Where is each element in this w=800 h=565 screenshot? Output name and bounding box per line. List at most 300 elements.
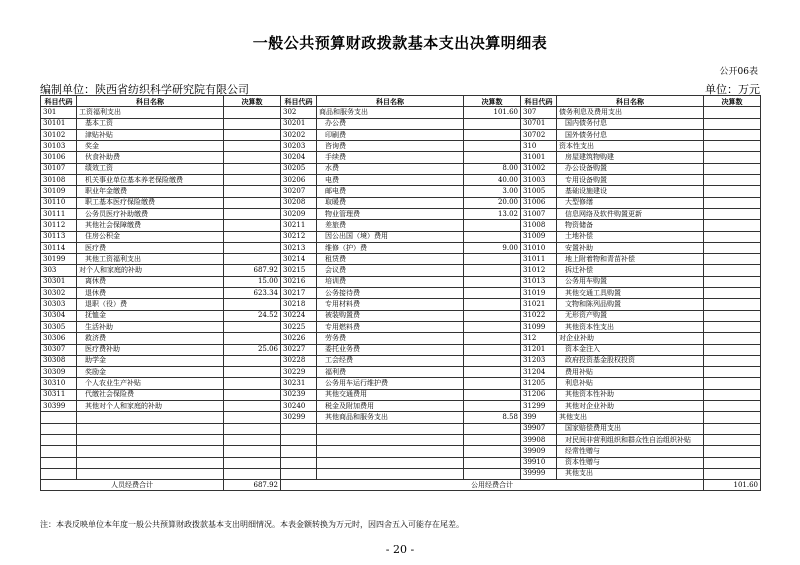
subject-name: 被装购置费 — [317, 310, 464, 321]
table-number: 公开06表 — [719, 67, 758, 77]
subject-code — [41, 446, 77, 457]
subject-name: 其他对个人和家庭的补助 — [77, 401, 224, 412]
amount — [704, 163, 761, 174]
subject-name: 福利费 — [317, 367, 464, 378]
subject-code: 30399 — [41, 401, 77, 412]
subject-name: 税金及附加费用 — [317, 401, 464, 412]
subject-name: 医疗费补助 — [77, 344, 224, 355]
subject-name: 办公费 — [317, 118, 464, 129]
subject-code: 39999 — [521, 468, 557, 479]
subject-code: 30213 — [281, 242, 317, 253]
subject-name — [77, 457, 224, 468]
amount — [224, 389, 281, 400]
subject-code: 30311 — [41, 389, 77, 400]
subject-code: 30702 — [521, 129, 557, 140]
table-row — [41, 129, 761, 140]
table-row — [41, 107, 761, 118]
subject-code: 31007 — [521, 208, 557, 219]
subject-code: 30207 — [281, 186, 317, 197]
subject-name: 办公设备购置 — [557, 163, 704, 174]
amount — [704, 423, 761, 434]
subject-code: 302 — [281, 107, 317, 118]
subject-name: 公务员医疗补助缴费 — [77, 208, 224, 219]
subject-name — [77, 412, 224, 423]
subject-name: 电费 — [317, 175, 464, 186]
table-row — [41, 321, 761, 332]
amount: 20.00 — [464, 197, 521, 208]
amount — [704, 412, 761, 423]
subject-code — [281, 423, 317, 434]
table-row — [41, 468, 761, 479]
subject-name: 资本性支出 — [557, 141, 704, 152]
subject-name — [77, 434, 224, 445]
subject-code: 30216 — [281, 276, 317, 287]
amount: 101.60 — [464, 107, 521, 118]
subject-code: 30108 — [41, 175, 77, 186]
subject-code: 30102 — [41, 129, 77, 140]
table-row — [41, 231, 761, 242]
table-row — [41, 401, 761, 412]
subject-code: 30224 — [281, 310, 317, 321]
subject-code: 31203 — [521, 355, 557, 366]
subject-code: 39908 — [521, 434, 557, 445]
subject-name: 代缴社会保险费 — [77, 389, 224, 400]
amount — [464, 367, 521, 378]
subject-code: 31201 — [521, 344, 557, 355]
table-row — [41, 288, 761, 299]
public-total-label: 公用经费合计 — [281, 480, 704, 491]
amount — [704, 242, 761, 253]
subject-name: 无形资产购置 — [557, 310, 704, 321]
subject-name: 文物和陈列品购置 — [557, 299, 704, 310]
subject-code — [281, 434, 317, 445]
subject-code: 30225 — [281, 321, 317, 332]
subject-name — [317, 423, 464, 434]
subject-name: 其他商品和服务支出 — [317, 412, 464, 423]
amount — [704, 141, 761, 152]
subject-name: 经常性赠与 — [557, 446, 704, 457]
subject-code: 30211 — [281, 220, 317, 231]
subject-code: 301 — [41, 107, 77, 118]
subject-name: 奖励金 — [77, 367, 224, 378]
subject-name: 公务接待费 — [317, 288, 464, 299]
subject-name: 委托业务费 — [317, 344, 464, 355]
subject-code: 30101 — [41, 118, 77, 129]
subject-name: 绩效工资 — [77, 163, 224, 174]
subject-name: 专用材料费 — [317, 299, 464, 310]
subject-code — [281, 468, 317, 479]
subject-name: 退休费 — [77, 288, 224, 299]
header-code: 科目代码 — [41, 96, 77, 107]
subject-code: 30302 — [41, 288, 77, 299]
amount — [704, 446, 761, 457]
subject-code: 30208 — [281, 197, 317, 208]
subject-name: 医疗费 — [77, 242, 224, 253]
amount: 40.00 — [464, 175, 521, 186]
subject-name — [77, 468, 224, 479]
subject-code: 30106 — [41, 152, 77, 163]
table-row — [41, 378, 761, 389]
amount — [464, 265, 521, 276]
header-amount: 决算数 — [224, 96, 281, 107]
amount — [224, 231, 281, 242]
table-row — [41, 220, 761, 231]
subject-code: 31008 — [521, 220, 557, 231]
subject-name: 手续费 — [317, 152, 464, 163]
header-code: 科目代码 — [521, 96, 557, 107]
public-total-value: 101.60 — [704, 480, 761, 491]
subject-code: 310 — [521, 141, 557, 152]
subject-name: 咨询费 — [317, 141, 464, 152]
subject-code: 30701 — [521, 118, 557, 129]
subject-code: 399 — [521, 412, 557, 423]
table-row — [41, 208, 761, 219]
subject-name: 对企业补助 — [557, 333, 704, 344]
subject-code: 39907 — [521, 423, 557, 434]
subject-code: 30299 — [281, 412, 317, 423]
amount — [224, 107, 281, 118]
personnel-total-value: 687.92 — [224, 480, 281, 491]
subject-name: 生活补助 — [77, 321, 224, 332]
subject-name — [77, 446, 224, 457]
subject-code: 31205 — [521, 378, 557, 389]
amount — [704, 208, 761, 219]
subject-code: 30307 — [41, 344, 77, 355]
amount: 15.00 — [224, 276, 281, 287]
subject-name: 安置补助 — [557, 242, 704, 253]
subject-code: 31022 — [521, 310, 557, 321]
subject-name: 债务利息及费用支出 — [557, 107, 704, 118]
subject-code: 31010 — [521, 242, 557, 253]
subject-code: 30204 — [281, 152, 317, 163]
subject-code: 30229 — [281, 367, 317, 378]
amount — [704, 254, 761, 265]
table-row — [41, 344, 761, 355]
amount — [704, 299, 761, 310]
subject-name: 专用燃料费 — [317, 321, 464, 332]
amount — [224, 401, 281, 412]
subject-name: 职业年金缴费 — [77, 186, 224, 197]
subject-code: 31009 — [521, 231, 557, 242]
subject-code: 30217 — [281, 288, 317, 299]
amount — [224, 434, 281, 445]
amount: 623.34 — [224, 288, 281, 299]
header-name: 科目名称 — [77, 96, 224, 107]
amount — [704, 321, 761, 332]
amount: 687.92 — [224, 265, 281, 276]
subject-name: 因公出国（境）费用 — [317, 231, 464, 242]
amount — [464, 141, 521, 152]
page-title: 一般公共预算财政拨款基本支出决算明细表 — [252, 34, 548, 52]
subject-code: 30226 — [281, 333, 317, 344]
subject-name: 劳务费 — [317, 333, 464, 344]
subject-name: 国家赔偿费用支出 — [557, 423, 704, 434]
amount — [464, 423, 521, 434]
subject-code — [41, 423, 77, 434]
amount: 8.00 — [464, 163, 521, 174]
subject-name: 其他交通费用 — [317, 389, 464, 400]
amount — [464, 446, 521, 457]
subject-code: 30306 — [41, 333, 77, 344]
subject-name: 其他交通工具购置 — [557, 288, 704, 299]
amount — [224, 321, 281, 332]
subject-name: 物业管理费 — [317, 208, 464, 219]
amount — [464, 288, 521, 299]
amount — [704, 457, 761, 468]
subject-name: 地上附着物和青苗补偿 — [557, 254, 704, 265]
table-row — [41, 152, 761, 163]
subject-code: 30111 — [41, 208, 77, 219]
subject-code: 30209 — [281, 208, 317, 219]
subject-code: 312 — [521, 333, 557, 344]
expenditure-table — [40, 95, 761, 491]
subject-name: 政府投资基金股权投资 — [557, 355, 704, 366]
amount — [464, 389, 521, 400]
amount — [464, 220, 521, 231]
amount — [224, 208, 281, 219]
subject-name: 奖金 — [77, 141, 224, 152]
amount — [464, 344, 521, 355]
subject-name: 津贴补贴 — [77, 129, 224, 140]
amount — [704, 231, 761, 242]
amount — [704, 310, 761, 321]
amount — [224, 367, 281, 378]
amount — [704, 389, 761, 400]
subject-name: 基本工资 — [77, 118, 224, 129]
subject-code — [281, 457, 317, 468]
subject-code: 30205 — [281, 163, 317, 174]
amount — [224, 152, 281, 163]
subject-name: 个人农业生产补贴 — [77, 378, 224, 389]
amount — [224, 220, 281, 231]
amount — [224, 141, 281, 152]
amount — [704, 468, 761, 479]
amount — [224, 163, 281, 174]
amount — [704, 265, 761, 276]
table-row — [41, 186, 761, 197]
subject-code: 30305 — [41, 321, 77, 332]
subject-code: 30109 — [41, 186, 77, 197]
amount — [464, 152, 521, 163]
subject-code: 30114 — [41, 242, 77, 253]
table-row — [41, 423, 761, 434]
table-row — [41, 197, 761, 208]
amount — [224, 457, 281, 468]
subject-code: 30228 — [281, 355, 317, 366]
table-row — [41, 299, 761, 310]
amount — [464, 310, 521, 321]
amount — [704, 355, 761, 366]
subject-name: 国内债务付息 — [557, 118, 704, 129]
amount — [704, 367, 761, 378]
subject-name: 租赁费 — [317, 254, 464, 265]
amount — [704, 175, 761, 186]
amount — [704, 118, 761, 129]
subject-name: 其他资本性支出 — [557, 321, 704, 332]
header-amount: 决算数 — [704, 96, 761, 107]
subject-code: 30218 — [281, 299, 317, 310]
amount — [464, 468, 521, 479]
subject-code: 31011 — [521, 254, 557, 265]
subject-name: 公务用车运行维护费 — [317, 378, 464, 389]
subject-name: 邮电费 — [317, 186, 464, 197]
amount — [224, 299, 281, 310]
subject-code: 303 — [41, 265, 77, 276]
amount — [704, 333, 761, 344]
subject-code: 31299 — [521, 401, 557, 412]
amount — [224, 242, 281, 253]
subject-name: 机关事业单位基本养老保险缴费 — [77, 175, 224, 186]
amount — [464, 355, 521, 366]
subject-name — [317, 468, 464, 479]
subject-name: 专用设备购置 — [557, 175, 704, 186]
subject-code — [41, 434, 77, 445]
amount: 25.06 — [224, 344, 281, 355]
amount — [464, 321, 521, 332]
table-row — [41, 333, 761, 344]
subject-code: 30308 — [41, 355, 77, 366]
subject-name: 住房公积金 — [77, 231, 224, 242]
table-row — [41, 175, 761, 186]
amount — [464, 118, 521, 129]
subject-name: 退职（役）费 — [77, 299, 224, 310]
subject-name: 培训费 — [317, 276, 464, 287]
subject-name: 取暖费 — [317, 197, 464, 208]
table-row — [41, 389, 761, 400]
amount — [224, 129, 281, 140]
amount — [704, 344, 761, 355]
amount: 9.00 — [464, 242, 521, 253]
amount — [224, 118, 281, 129]
subject-code: 31003 — [521, 175, 557, 186]
subject-code: 30231 — [281, 378, 317, 389]
header-name: 科目名称 — [317, 96, 464, 107]
subject-name: 离休费 — [77, 276, 224, 287]
subject-name: 工资福利支出 — [77, 107, 224, 118]
unit-row — [40, 81, 760, 95]
subject-name: 抚恤金 — [77, 310, 224, 321]
amount — [464, 333, 521, 344]
subject-code: 31005 — [521, 186, 557, 197]
amount — [224, 175, 281, 186]
amount — [464, 401, 521, 412]
amount — [224, 423, 281, 434]
amount — [464, 457, 521, 468]
amount — [704, 197, 761, 208]
subject-code: 30303 — [41, 299, 77, 310]
subject-name — [317, 434, 464, 445]
subject-code: 31013 — [521, 276, 557, 287]
subject-name: 其他资本性补助 — [557, 389, 704, 400]
subject-code: 30214 — [281, 254, 317, 265]
subject-code: 30215 — [281, 265, 317, 276]
subject-code: 30240 — [281, 401, 317, 412]
subject-code — [41, 457, 77, 468]
table-row — [41, 141, 761, 152]
amount — [464, 231, 521, 242]
subject-name: 土地补偿 — [557, 231, 704, 242]
subject-name: 拆迁补偿 — [557, 265, 704, 276]
amount — [704, 288, 761, 299]
subject-name: 物资储备 — [557, 220, 704, 231]
subject-code: 30201 — [281, 118, 317, 129]
subject-name: 资本金注入 — [557, 344, 704, 355]
subject-code: 31006 — [521, 197, 557, 208]
amount — [224, 412, 281, 423]
subject-name: 信息网络及软件购置更新 — [557, 208, 704, 219]
subject-code: 31019 — [521, 288, 557, 299]
subject-name — [77, 423, 224, 434]
amount — [704, 186, 761, 197]
subject-name: 公务用车购置 — [557, 276, 704, 287]
subject-code: 30202 — [281, 129, 317, 140]
table-row — [41, 446, 761, 457]
subject-code: 30212 — [281, 231, 317, 242]
table-row — [41, 118, 761, 129]
subject-name: 资本性赠与 — [557, 457, 704, 468]
subject-code: 30112 — [41, 220, 77, 231]
subject-name: 房屋建筑物购建 — [557, 152, 704, 163]
subject-name: 对个人和家庭的补助 — [77, 265, 224, 276]
subject-code: 31002 — [521, 163, 557, 174]
amount — [224, 254, 281, 265]
subject-code: 30103 — [41, 141, 77, 152]
subject-code: 39910 — [521, 457, 557, 468]
amount — [224, 446, 281, 457]
subject-code: 30113 — [41, 231, 77, 242]
amount: 8.58 — [464, 412, 521, 423]
subject-code — [41, 412, 77, 423]
amount: 24.52 — [224, 310, 281, 321]
table-row — [41, 254, 761, 265]
subject-code: 30110 — [41, 197, 77, 208]
subject-name: 印刷费 — [317, 129, 464, 140]
amount — [704, 107, 761, 118]
amount — [704, 276, 761, 287]
subject-code: 30107 — [41, 163, 77, 174]
amount — [224, 333, 281, 344]
subject-code: 30227 — [281, 344, 317, 355]
subject-name: 大型修缮 — [557, 197, 704, 208]
subject-code: 31204 — [521, 367, 557, 378]
subject-name: 其他对企业补助 — [557, 401, 704, 412]
table-row — [41, 434, 761, 445]
table-row — [41, 355, 761, 366]
amount — [704, 220, 761, 231]
header-code: 科目代码 — [281, 96, 317, 107]
table-row — [41, 412, 761, 423]
subject-code: 31021 — [521, 299, 557, 310]
subject-name: 助学金 — [77, 355, 224, 366]
personnel-total-label: 人员经费合计 — [41, 480, 224, 491]
table-row — [41, 265, 761, 276]
subject-code: 30199 — [41, 254, 77, 265]
subject-name: 差旅费 — [317, 220, 464, 231]
subject-name: 职工基本医疗保险缴费 — [77, 197, 224, 208]
amount: 3.00 — [464, 186, 521, 197]
subject-code — [281, 446, 317, 457]
table-row — [41, 457, 761, 468]
subject-name: 对民间非营利组织和群众性自治组织补贴 — [557, 434, 704, 445]
subject-code: 30206 — [281, 175, 317, 186]
amount — [464, 129, 521, 140]
subject-code: 30203 — [281, 141, 317, 152]
subject-name: 其他支出 — [557, 468, 704, 479]
subject-name: 伙食补助费 — [77, 152, 224, 163]
header-amount: 决算数 — [464, 96, 521, 107]
header-name: 科目名称 — [557, 96, 704, 107]
amount — [704, 129, 761, 140]
